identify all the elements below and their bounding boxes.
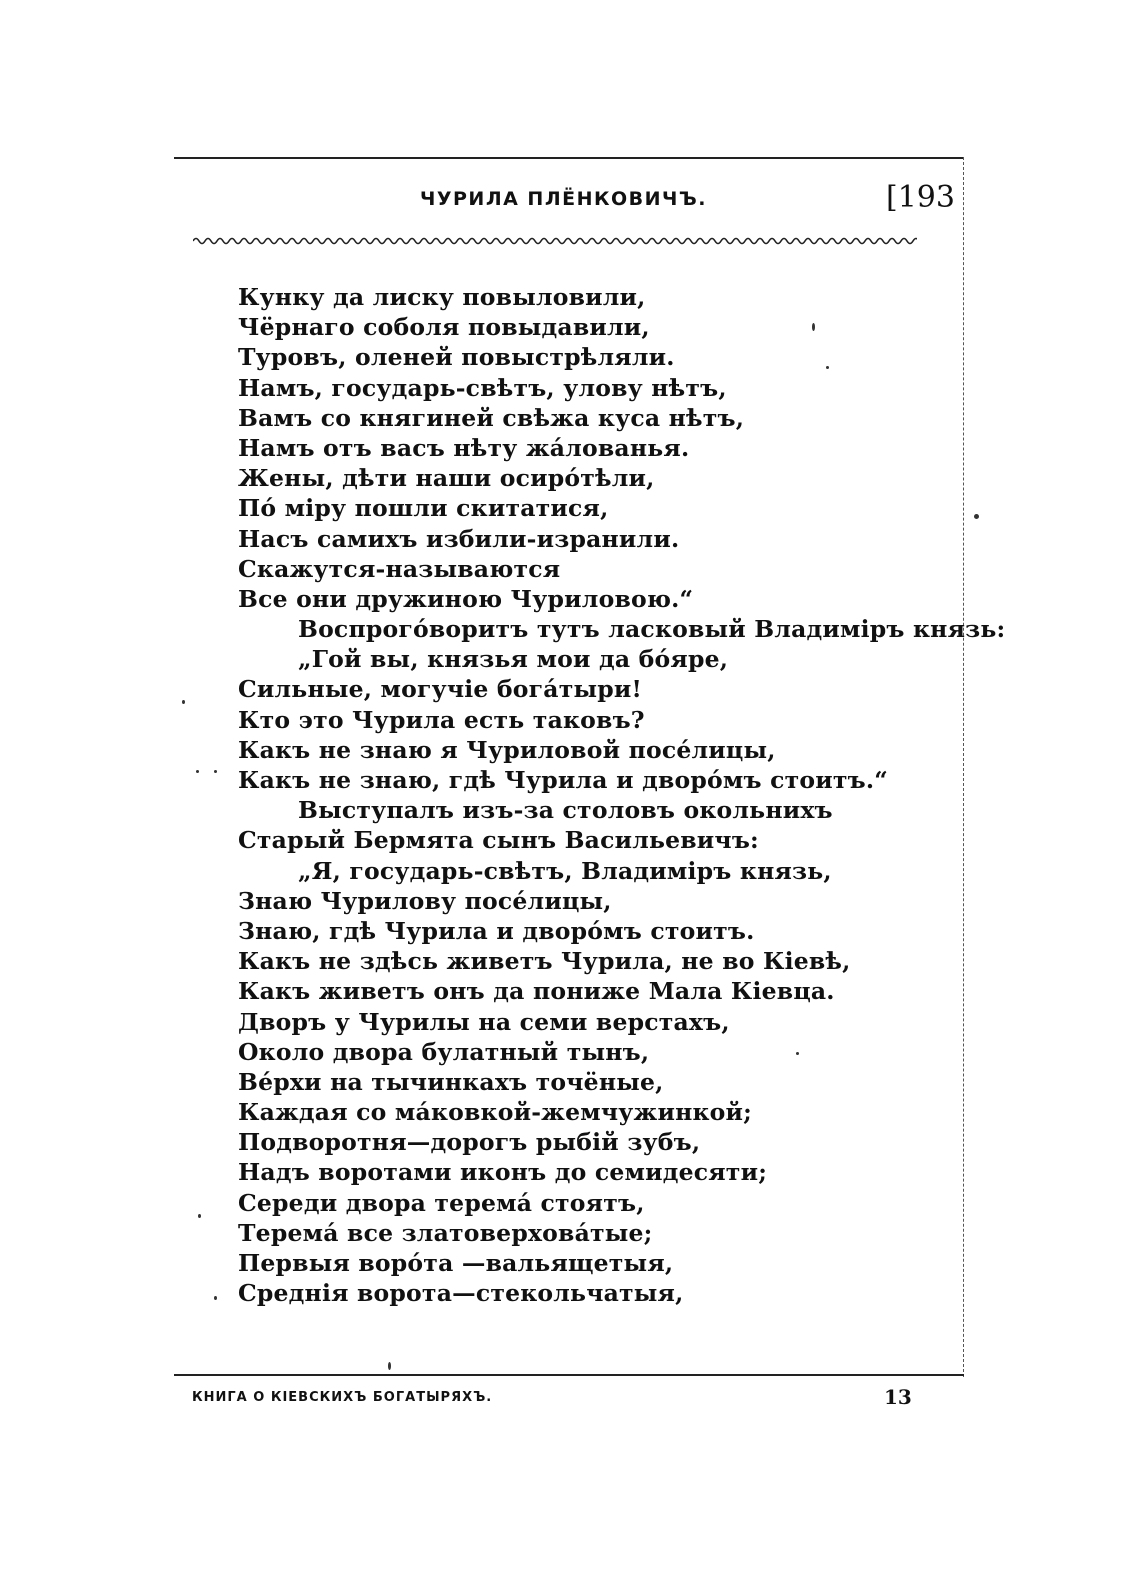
running-head: ЧУРИЛА ПЛЁНКОВИЧЪ. (420, 188, 707, 210)
poem-line: Чёрнаго соболя повыдавили, (238, 313, 650, 342)
poem-line: Жены, дѣти наши осиро́тѣли, (238, 464, 655, 493)
poem-line: Туровъ, оленей повыстрѣляли. (238, 343, 675, 372)
print-speck (182, 700, 185, 704)
printer-signature: КНИГА О КІЕВСКИХЪ БОГАТЫРЯХЪ. (192, 1390, 493, 1405)
poem-line: Среднія ворота—стекольчатыя, (238, 1279, 684, 1308)
poem-line: Кто это Чурила есть таковъ? (238, 705, 645, 734)
poem-line: Старый Бермята сынъ Васильевичъ: (238, 826, 759, 855)
poem-line: Каждая со ма́ковкой-жемчужинкой; (238, 1098, 753, 1127)
poem-line: Знаю, гдѣ Чурила и дворо́мъ стоитъ. (238, 916, 755, 945)
poem-line: Скажутся-называются (238, 554, 561, 583)
poem-line: Какъ не знаю я Чуриловой посе́лицы, (238, 735, 776, 764)
poem-line: Намъ отъ васъ нѣту жа́лованья. (238, 433, 690, 462)
print-speck (214, 1296, 217, 1300)
wavy-ornament-divider (193, 233, 917, 249)
poem-line: Воспрого́воритъ тутъ ласковый Владиміръ князь: (298, 615, 1006, 644)
print-speck (796, 1052, 799, 1055)
poem-line: Намъ, государь-свѣтъ, улову нѣтъ, (238, 373, 727, 402)
print-speck (214, 770, 217, 773)
print-speck (812, 323, 815, 331)
top-rule (174, 157, 964, 159)
print-speck (974, 514, 979, 519)
poem-line: Кунку да лиску повыловили, (238, 283, 646, 311)
poem-line: Насъ самихъ избили-изранили. (238, 524, 680, 553)
print-speck (198, 1214, 201, 1218)
page-number: [193 (886, 180, 955, 215)
poem-line: „Гой вы, князья мои да бо́яре, (298, 645, 729, 674)
poem-line: Середи двора терема́ стоятъ, (238, 1188, 645, 1217)
poem-line: Какъ живетъ онъ да пониже Мала Кіевца. (238, 977, 835, 1006)
poem-text (238, 282, 1005, 1308)
poem-line: „Я, государь-свѣтъ, Владиміръ князь, (298, 856, 832, 885)
sheet-number: 13 (884, 1385, 912, 1409)
poem-line: Знаю Чурилову посе́лицы, (238, 886, 612, 915)
print-speck (196, 770, 199, 773)
poem-line: Какъ не знаю, гдѣ Чурила и дворо́мъ стоитъ.“ (238, 766, 888, 794)
bottom-rule (174, 1374, 964, 1376)
print-speck (388, 1362, 391, 1370)
poem-line: Ве́рхи на тычинкахъ точёные, (238, 1067, 664, 1096)
poem-line: Вамъ со княгиней свѣжа куса нѣтъ, (238, 403, 745, 432)
poem-line: Сильные, могучіе бога́тыри! (238, 675, 642, 704)
poem-line: Около двора булатный тынъ, (238, 1037, 650, 1066)
poem-line: Какъ не здѣсь живетъ Чурила, не во Кіевѣ, (238, 947, 851, 976)
poem-line: Подворотня—дорогъ рыбій зубъ, (238, 1128, 701, 1157)
poem-line: Надъ воротами иконъ до семидесяти; (238, 1158, 768, 1187)
poem-line: Выступалъ изъ-за столовъ окольнихъ (298, 796, 833, 825)
print-speck (826, 366, 829, 369)
poem-line: По́ міру пошли скитатися, (238, 494, 609, 523)
poem-line: Первыя воро́та —вальящетыя, (238, 1249, 674, 1277)
poem-line: Терема́ все златоверхова́тые; (238, 1218, 653, 1247)
poem-line: Дворъ у Чурилы на семи верстахъ, (238, 1007, 730, 1036)
poem-line: Все они дружиною Чуриловою.“ (238, 584, 694, 613)
